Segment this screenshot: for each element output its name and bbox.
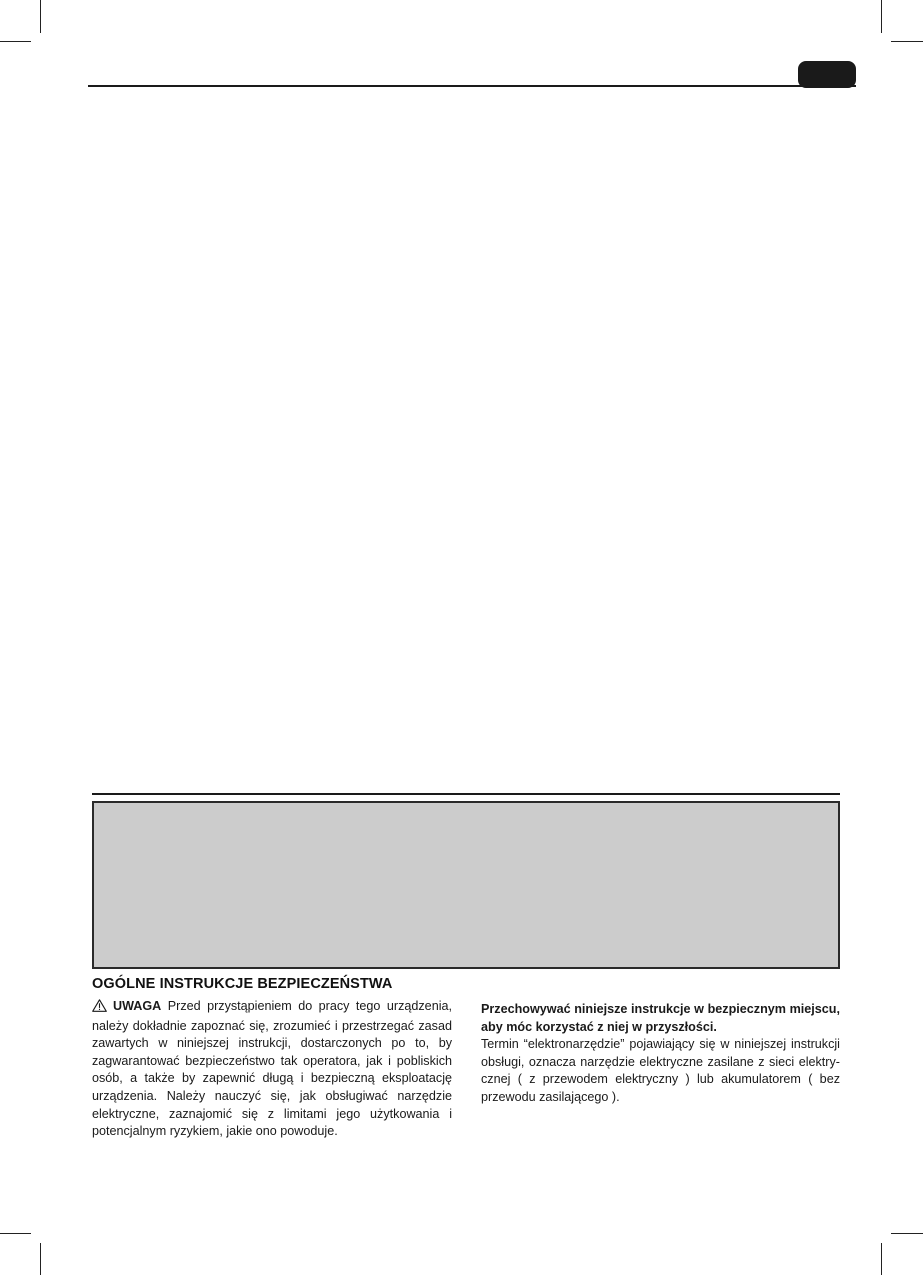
section-rule [92, 793, 840, 795]
crop-mark-bottom-right-h [891, 1233, 923, 1234]
language-tab [798, 61, 856, 88]
left-column [92, 998, 452, 1141]
crop-mark-top-left-v [40, 0, 41, 33]
warning-triangle-icon [92, 999, 107, 1018]
section-title: OGÓLNE INSTRUKCJE BEZPIECZEŃSTWA [92, 976, 393, 992]
power-tool-definition: Termin “elektronarzędzie” pojawiający się w niniejszej instrukcji obsługi, oznacza narzędzie elektryczne zasilane z sieci elektrycznej ( z przewodem elektryczny ) lub akumulatorem ( bez przewodu zasilającego ). [481, 1037, 840, 1104]
crop-mark-top-right-v [881, 0, 882, 33]
right-column [481, 1001, 840, 1107]
storage-notice: Przechowywać niniejsze instrukcje w bezpiecznym miejscu, aby móc korzystać z niej w przyszłości. [481, 1002, 840, 1034]
crop-mark-top-left-h [0, 41, 31, 42]
crop-mark-top-right-h [891, 41, 923, 42]
crop-mark-bottom-left-v [40, 1243, 41, 1275]
header-rule [88, 85, 856, 87]
warning-label: UWAGA [113, 999, 162, 1013]
warning-text: Przed przystąpieniem do pracy tego urządzenia, należy dokładnie zapoznać się, zrozumieć i przestrzegać zasad zawartych w niniejszej instrukcji, dostarczonych po to, by zagwarantować bezpieczeństwo tak operatora, jak i pobliskich osób, a także by zapewnić długą i bezpieczną eksploatację urządzenia. Należy nauczyć się, jak obsługiwać narzędzie elektryczne, zaznajomić się z limitami jego użytkowania i potencjalnym ryzykiem, jakie ono powoduje. [92, 999, 452, 1139]
crop-mark-bottom-left-h [0, 1233, 31, 1234]
gray-image-placeholder [92, 801, 840, 969]
crop-mark-bottom-right-v [881, 1243, 882, 1275]
